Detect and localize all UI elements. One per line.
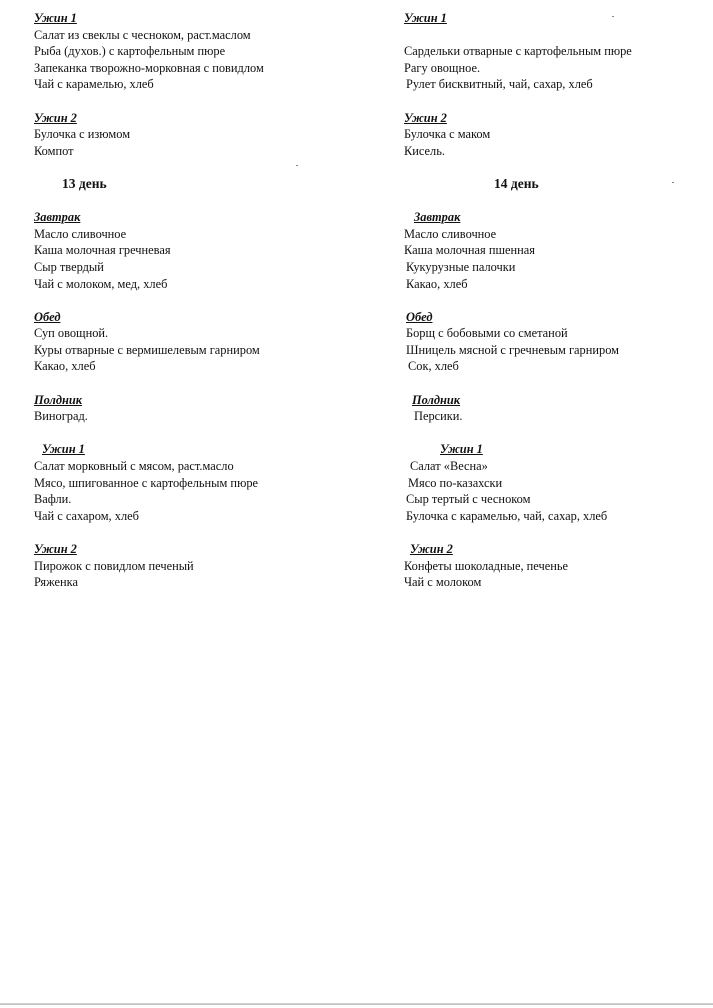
menu-item: Виноград. bbox=[34, 409, 88, 424]
menu-item: Чай с сахаром, хлеб bbox=[34, 508, 139, 523]
left-lunch-heading: Обед bbox=[34, 309, 61, 324]
menu-item: Каша молочная гречневая bbox=[34, 243, 171, 258]
menu-item: Пирожок с повидлом печеный bbox=[34, 558, 194, 573]
left-dinner2-heading: Ужин 2 bbox=[34, 542, 77, 556]
menu-item: Сардельки отварные с картофельным пюре bbox=[404, 44, 632, 59]
left-snack-heading: Полдник bbox=[34, 392, 83, 407]
menu-item: Рыба (духов.) с картофельным пюре bbox=[34, 44, 226, 59]
menu-item: Какао, хлеб bbox=[34, 359, 96, 374]
menu-item: Запеканка творожно-морковная с повидлом bbox=[34, 60, 264, 75]
menu-item: Салат «Весна» bbox=[410, 459, 488, 474]
menu-item: Булочка с маком bbox=[404, 127, 491, 142]
right-dinner1-heading: Ужин 1 bbox=[440, 442, 483, 457]
left-top-dinner2-heading: Ужин 2 bbox=[34, 110, 77, 125]
menu-item: Суп овощной. bbox=[34, 326, 109, 341]
menu-item: Какао, хлеб bbox=[406, 276, 468, 291]
menu-item: Салат из свеклы с чесноком, раст.маслом bbox=[34, 27, 251, 42]
menu-item: Масло сливочное bbox=[34, 226, 127, 241]
menu-item: Масло сливочное bbox=[404, 226, 497, 241]
menu-item: Сыр твердый bbox=[34, 259, 104, 274]
menu-item: Компот bbox=[34, 143, 74, 158]
scan-bottom-edge bbox=[0, 1003, 713, 1005]
menu-item: Булочка с карамелью, чай, сахар, хлеб bbox=[406, 508, 608, 523]
right-top-dinner2-heading: Ужин 2 bbox=[404, 110, 447, 125]
menu-item: Булочка с изюмом bbox=[34, 127, 131, 142]
left-top-dinner1-heading: Ужин 1 bbox=[34, 11, 77, 25]
menu-item: Салат морковный с мясом, раст.масло bbox=[34, 459, 234, 474]
menu-item: Борщ с бобовыми со сметаной bbox=[406, 326, 568, 341]
menu-item: Чай с молоком, мед, хлеб bbox=[34, 276, 168, 291]
menu-item: Конфеты шоколадные, печенье bbox=[404, 558, 568, 573]
right-dinner2-heading: Ужин 2 bbox=[410, 542, 453, 556]
menu-item: Вафли. bbox=[34, 492, 72, 507]
left-column bbox=[34, 10, 364, 591]
scan-speck bbox=[296, 165, 298, 166]
menu-item: Рагу овощное. bbox=[404, 60, 481, 75]
right-top-dinner1-heading: Ужин 1 bbox=[404, 11, 447, 25]
right-column bbox=[404, 10, 704, 591]
left-breakfast-heading: Завтрак bbox=[34, 210, 81, 225]
menu-item: Рулет бисквитный, чай, сахар, хлеб bbox=[406, 77, 593, 92]
menu-item: Мясо по-казахски bbox=[408, 475, 503, 490]
scan-speck bbox=[612, 16, 614, 17]
day-14-title: 14 день bbox=[494, 175, 539, 191]
menu-item: Мясо, шпигованное с картофельным пюре bbox=[34, 475, 259, 490]
menu-item: Каша молочная пшенная bbox=[404, 243, 535, 258]
menu-item: Сыр тертый с чесноком bbox=[406, 492, 531, 507]
left-dinner1-heading: Ужин 1 bbox=[42, 442, 85, 457]
menu-item: Кисель. bbox=[404, 143, 445, 158]
day-13-title: 13 день bbox=[62, 175, 107, 191]
menu-item: Сок, хлеб bbox=[408, 359, 459, 374]
menu-item: Кукурузные палочки bbox=[406, 259, 516, 274]
scan-speck bbox=[672, 182, 674, 183]
menu-item: Чай с карамелью, хлеб bbox=[34, 77, 154, 92]
menu-item: Персики. bbox=[414, 409, 463, 424]
menu-item: Ряженка bbox=[34, 575, 78, 590]
right-lunch-heading: Обед bbox=[406, 309, 433, 324]
menu-item: Куры отварные с вермишелевым гарниром bbox=[34, 342, 260, 357]
right-breakfast-heading: Завтрак bbox=[414, 210, 461, 225]
menu-item: Шницель мясной с гречневым гарниром bbox=[406, 342, 619, 357]
right-snack-heading: Полдник bbox=[412, 392, 461, 407]
menu-item: Чай с молоком bbox=[404, 575, 482, 590]
